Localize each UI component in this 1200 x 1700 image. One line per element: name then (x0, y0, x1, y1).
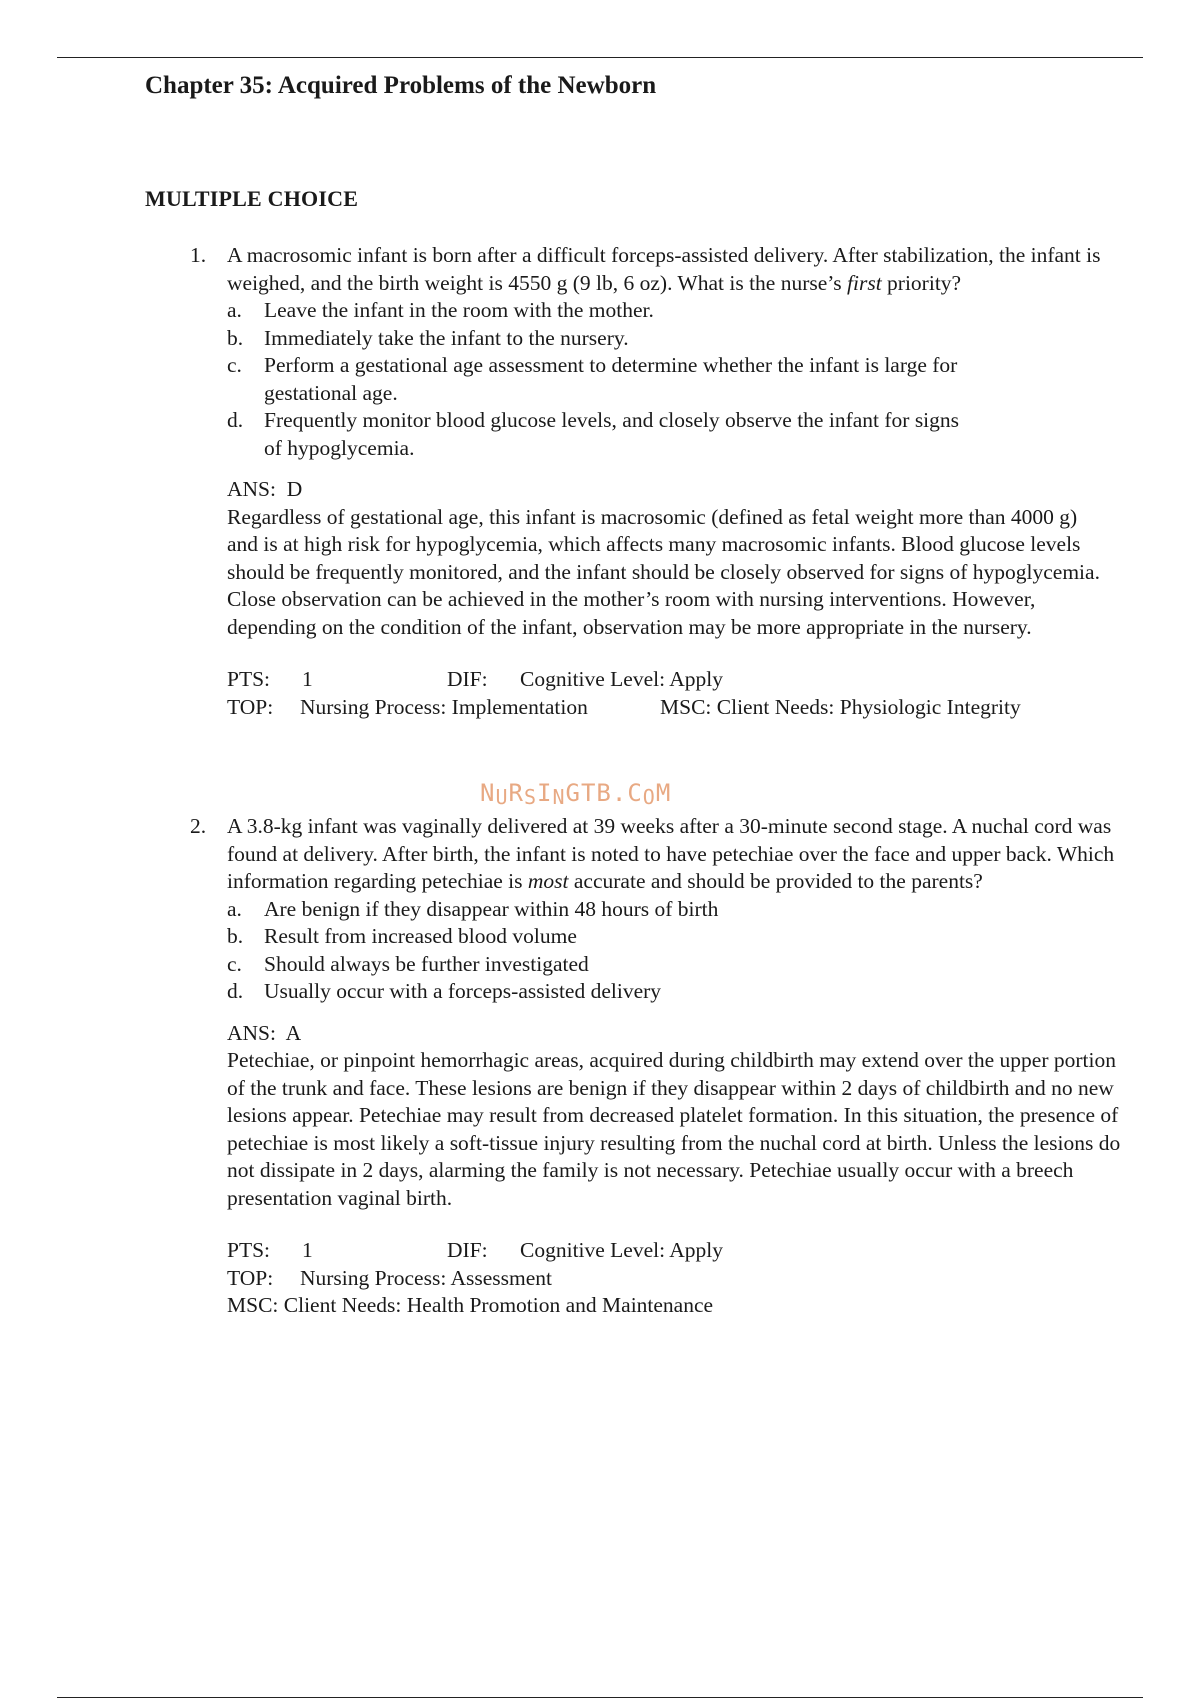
answer-option-c: c. Perform a gestational age assessment to determine whether the infant is large for gestational age. (227, 353, 958, 405)
answer-option-c: c. Should always be further investigated (227, 951, 589, 976)
question-stem: A 3.8-kg infant was vaginally delivered at 39 weeks after a 30-minute second stage. A nuchal cord was found at delivery. After birth, the infant is noted to have petechiae over the face and upper back. Which information regarding petechiae is most accurate and should be provided to the parents? (227, 814, 1115, 893)
answer-option-d: d. Frequently monitor blood glucose levels, and closely observe the infant for signs of hypoglycemia. (227, 408, 960, 460)
chapter-title: Chapter 35: Acquired Problems of the Newborn (145, 72, 657, 99)
topic-value: Nursing Process: Assessment (300, 1265, 553, 1290)
answer-option-b: b. Result from increased blood volume (227, 924, 577, 948)
answer-key: ANS: A (227, 1020, 302, 1045)
question-metadata: PTS: 1 DIF: Cognitive Level: Apply TOP: Nursing Process: Assessment MSC: Client Needs: Health Promotion and Maintenance (227, 1238, 724, 1317)
watermark: NURSINGTB.COM (480, 779, 672, 809)
answer-value: A (285, 1020, 302, 1045)
bottom-rule (57, 1697, 1143, 1698)
difficulty-value: Cognitive Level: Apply (520, 1238, 724, 1262)
answer-key: ANS: D (227, 477, 303, 501)
answer-option-a: a. Leave the infant in the room with the mother. (227, 298, 654, 322)
answer-option-d: d. Usually occur with a forceps-assisted delivery (227, 979, 662, 1003)
stem-emphasis: first (847, 270, 882, 295)
stem-emphasis: most (527, 869, 569, 893)
rationale: Regardless of gestational age, this infant is macrosomic (defined as fetal weight more than 4000 g) and is at high risk for hypoglycemia, which affects many macrosomic infants. Blood glucose levels should be frequently monitored, and the infant should be closely observed for signs of hypoglycemia. Close observation can be achieved in the mother’s room with nursing interventions. However, depending on the condition of the infant, observation may be more appropriate in the nursery. (227, 504, 1100, 639)
question-number: 2. (190, 814, 207, 838)
answer-value: D (286, 477, 303, 501)
top-rule (57, 57, 1143, 58)
points-value: 1 (302, 1238, 313, 1262)
answer-option-b: b. Immediately take the infant to the nursery. (227, 325, 629, 350)
question-number: 1. (190, 243, 207, 267)
msc-value: Client Needs: Physiologic Integrity (716, 694, 1021, 719)
difficulty-value: Cognitive Level: Apply (520, 667, 724, 691)
question-metadata: PTS: 1 DIF: Cognitive Level: Apply TOP: Nursing Process: Implementation MSC: Client Needs: Physiologic Integrity (227, 666, 1125, 721)
msc-value: Client Needs: Health Promotion and Maintenance (283, 1293, 714, 1317)
question-2 (190, 813, 1125, 1320)
points-value: 1 (302, 667, 313, 691)
question-stem: A macrosomic infant is born after a difficult forceps-assisted delivery. After stabilization, the infant is weighed, and the birth weight is 4550 g (9 lb, 6 oz). What is the nurse’s first priority? (227, 243, 1101, 295)
answer-option-a: a. Are benign if they disappear within 48 hours of birth (227, 896, 719, 921)
rationale: Petechiae, or pinpoint hemorrhagic areas, acquired during childbirth may extend over the upper portion of the trunk and face. These lesions are benign if they disappear within 2 days of childbirth and no new lesions appear. Petechiae may result from decreased platelet formation. In this situation, the presence of petechiae is most likely a soft-tissue injury resulting from the nuchal cord at birth. Unless the lesions do not dissipate in 2 days, alarming the family is not necessary. Petechiae usually occur with a breech presentation vaginal birth. (227, 1048, 1121, 1210)
topic-value: Nursing Process: Implementation (300, 694, 588, 719)
question-1 (190, 242, 1125, 721)
section-title: MULTIPLE CHOICE (145, 186, 359, 211)
